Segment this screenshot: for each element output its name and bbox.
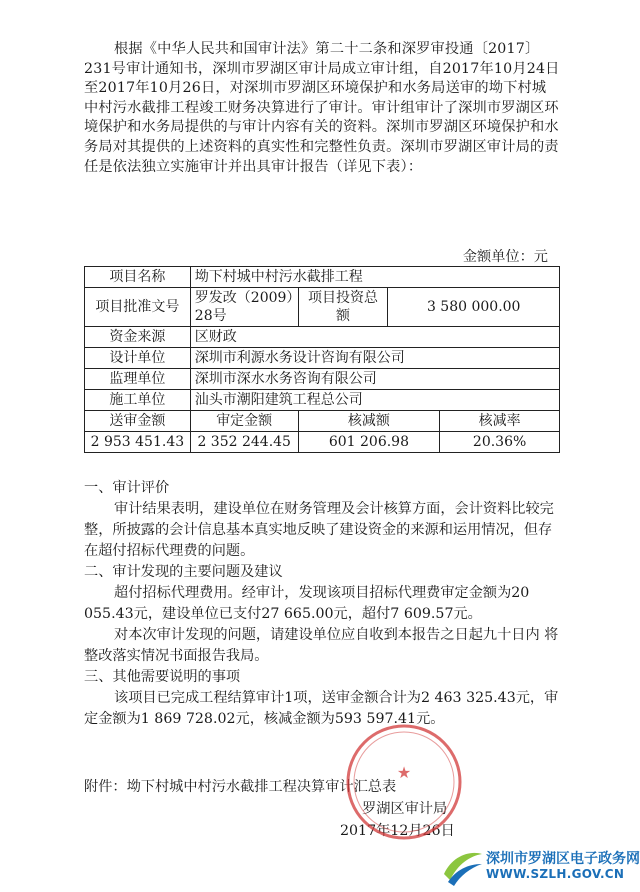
- header-approved: 审定金额: [190, 411, 298, 432]
- design-value: 深圳市利源水务设计咨询有限公司: [190, 348, 559, 369]
- supervision-value: 深圳市深水水务咨询有限公司: [190, 369, 559, 390]
- svg-text:★: ★: [396, 763, 412, 782]
- section-1-text: 审计结果表明，建设单位在财务管理及会计核算方面，会计资料比较完整，所披露的会计信息基本真实地反映了建设资金的来源和运用情况，但存在超付招标代理费的问题。: [84, 501, 554, 559]
- construction-value: 汕头市潮阳建筑工程总公司: [190, 390, 559, 411]
- header-reduction-rate: 核减率: [440, 411, 560, 432]
- header-submitted: 送审金额: [85, 411, 191, 432]
- project-info-table: [84, 266, 560, 453]
- amount-unit: 金额单位：元: [462, 249, 548, 265]
- approval-value: 罗发改（2009）28号: [190, 288, 298, 327]
- funding-value: 区财政: [190, 327, 559, 348]
- section-1-title: 一、审计评价: [84, 480, 170, 496]
- section-2-title: 二、审计发现的主要问题及建议: [84, 564, 283, 580]
- issuing-org: 罗湖区审计局: [362, 801, 448, 817]
- logo-name: 深圳市罗湖区电子政务网: [486, 851, 640, 867]
- header-reduction: 核减额: [298, 411, 440, 432]
- investment-value: 3 580 000.00: [388, 288, 560, 327]
- value-reduction: 601 206.98: [298, 432, 440, 453]
- audit-sections: [84, 478, 560, 730]
- value-submitted: 2 953 451.43: [85, 432, 191, 453]
- site-logo: [440, 844, 640, 888]
- logo-swoosh-icon: [440, 844, 484, 888]
- logo-url[interactable]: WWW.SZLH.GOV.CN: [486, 867, 625, 881]
- approval-label: 项目批准文号: [85, 288, 191, 327]
- funding-label: 资金来源: [85, 327, 191, 348]
- section-2-text-1: 超付招标代理费用。经审计，发现该项目招标代理费审定金额为20 055.43元，建设单位已支付27 665.00元，超付7 609.57元。: [84, 585, 530, 622]
- value-reduction-rate: 20.36%: [440, 432, 560, 453]
- value-approved: 2 352 244.45: [190, 432, 298, 453]
- issue-date: 2017年12月26日: [340, 823, 455, 839]
- section-3-text: 该项目已完成工程结算审计1项，送审金额合计为2 463 325.43元，审定金额为1 869 728.02元，核减金额为593 597.41元。: [84, 690, 559, 727]
- project-name-label: 项目名称: [85, 267, 191, 288]
- construction-label: 施工单位: [85, 390, 191, 411]
- section-3-title: 三、其他需要说明的事项: [84, 669, 241, 685]
- supervision-label: 监理单位: [85, 369, 191, 390]
- project-name-value: 坳下村城中村污水截排工程: [190, 267, 559, 288]
- investment-label: 项目投资总额: [298, 288, 388, 327]
- intro-paragraph: 根据《中华人民共和国审计法》第二十二条和深罗审投通〔2017〕231号审计通知书，深圳市罗湖区审计局成立审计组，自2017年10月24日至2017年10月26日，对深圳市罗湖区环境保护和水务局送审的坳下村城中村污水截排工程竣工财务决算进行了审计。审计组审计了深圳市罗湖区环境保护和水务局提供的与审计内容有关的资料。深圳市罗湖区环境保护和水务局对其提供的上述资料的真实性和完整性负责。深圳市罗湖区审计局的责任是依法独立实施审计并出具审计报告（详见下表）：: [84, 41, 560, 175]
- section-2-text-2: 对本次审计发现的问题，请建设单位应自收到本报告之日起九十日内 将整改落实情况书面报告我局。: [84, 627, 559, 664]
- attachment-line: 附件：坳下村城中村污水截排工程决算审计汇总表: [84, 779, 397, 795]
- design-label: 设计单位: [85, 348, 191, 369]
